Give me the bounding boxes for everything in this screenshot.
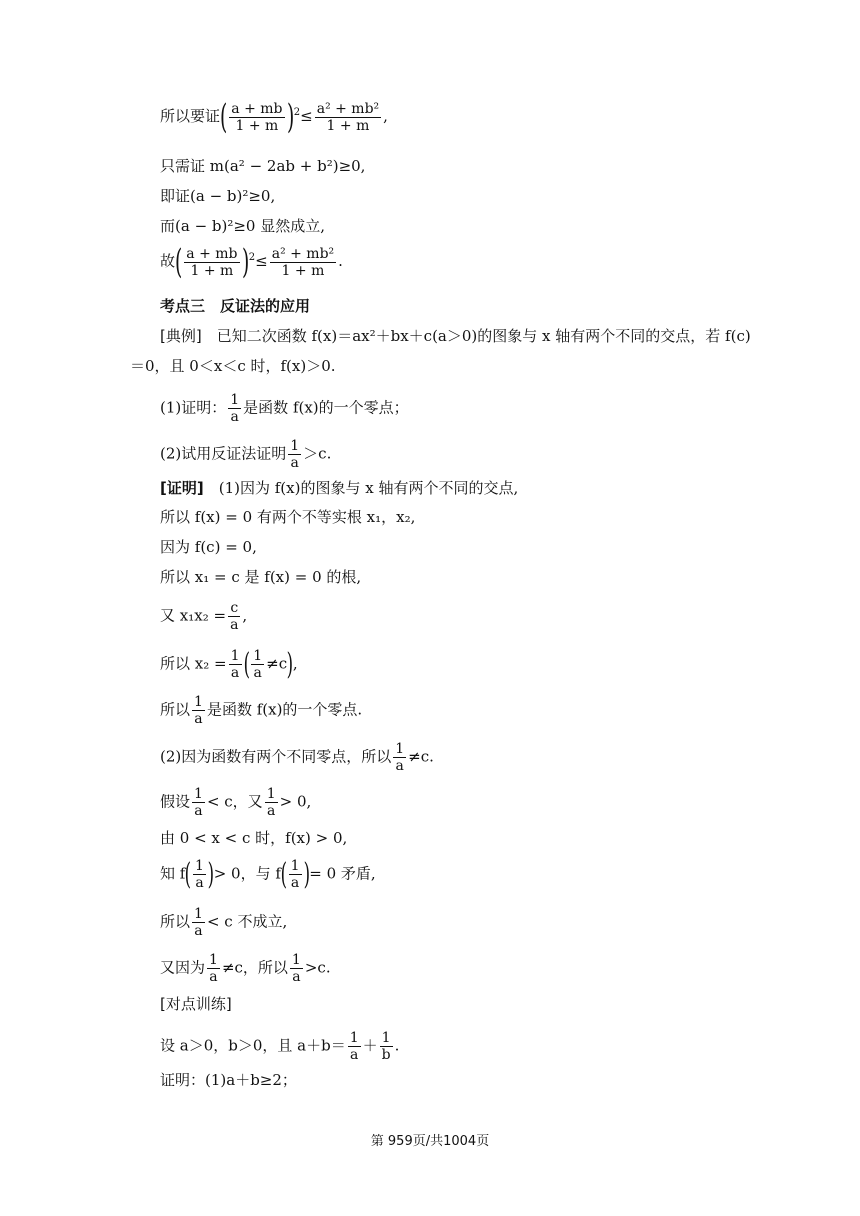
proof-line-2: 所以 f(x) = 0 有两个不等实根 x₁，x₂, [160,508,416,526]
example-line-1: [典例] 已知二次函数 f(x)＝ax²＋bx＋c(a＞0)的图象与 x 轴有两个不同的交点，若 f(c) [160,327,751,345]
fraction-1-over-a: $\frac{1}{a}$ [194,786,203,819]
fraction: $\frac{\text{a² + mb²}}{1 + m}$ [316,100,380,134]
question-1: (1)证明： $\frac{1}{a}$ 是函数 f(x)的一个零点； [160,392,409,425]
training-line-1: 设 a＞0，b＞0，且 a＋b＝ $\frac{1}{a}$ ＋ $\frac{1}{b}$ . [160,1030,400,1063]
left-paren: ( [280,856,287,892]
example-line-2: ＝0，且 0＜x＜c 时，f(x)＞0. [130,357,336,375]
fraction-1-over-a: $\frac{1}{a}$ [290,858,300,891]
part2-line-2: 假设 $\frac{1}{a}$ < c，又 $\frac{1}{a}$ > 0, [160,786,312,819]
right-paren: ) [286,646,294,682]
fraction-1-over-a: $\frac{1}{a}$ [194,906,203,939]
fraction-1-over-a: $\frac{1}{a}$ [194,694,203,727]
training-heading: [对点训练] [160,995,232,1013]
fraction-1-over-a: $\frac{1}{a}$ [290,438,300,471]
fraction-1-over-a: $\frac{1}{a}$ [395,741,405,774]
page-footer: 第 959页/共1004页 [370,1134,490,1149]
fraction: $\frac{a + mb}{1 + m}$ [231,100,283,134]
line-suoyi-yaozheng: 所以要证( $\frac{a + mb}{1 + m}$ )$^2$≤ $\frac{\text{a² + mb²}}{1 + m}$ , [160,97,388,137]
line-zhixu: 只需证 m(a² − 2ab + b²)≥0, [160,157,366,175]
fraction: $\frac{\text{a² + mb²}}{1 + m}$ [271,245,335,279]
left-paren: ( [243,646,250,682]
proof-line-3: 因为 f(c) = 0, [160,538,257,556]
training-line-2: 证明：(1)a＋b≥2； [160,1071,297,1089]
proof-line-7: 所以 $\frac{1}{a}$ 是函数 f(x)的一个零点. [160,694,363,727]
right-paren: ) [241,242,249,282]
fraction-1-over-a: $\frac{1}{a}$ [349,1030,359,1063]
fraction: $\frac{a + mb}{1 + m}$ [186,245,238,279]
proof-line-6: 所以 x₂ = $\frac{1}{a}$ ( $\frac{1}{a}$ ≠c), [160,646,298,682]
question-2: (2)试用反证法证明 $\frac{1}{a}$ ＞c. [160,438,332,471]
part2-line-6: 又因为 $\frac{1}{a}$ ≠c，所以 $\frac{1}{a}$ >c. [160,952,331,985]
fraction-1-over-a: $\frac{1}{a}$ [195,858,204,891]
line-jizheng: 即证(a − b)²≥0, [160,187,276,205]
part2-line-5: 所以 $\frac{1}{a}$ < c 不成立, [160,906,288,939]
line-erqie: 而(a − b)²≥0 显然成立, [160,217,326,235]
proof-line-5: 又 x₁x₂ = $\frac{c}{a}$ , [160,600,248,633]
right-paren: ) [303,856,310,892]
left-paren: ( [184,856,192,892]
section-heading: 考点三 反证法的应用 [160,297,311,315]
line-gu: 故( $\frac{a + mb}{1 + m}$ )$^2$≤ $\frac{\text{a² + mb²}}{1 + m}$ . [160,242,343,282]
left-paren: ( [220,97,228,137]
fraction-1-over-a: $\frac{1}{a}$ [230,648,240,681]
left-paren: ( [175,242,183,282]
proof-line-4: 所以 x₁ = c 是 f(x) = 0 的根, [160,568,362,586]
fraction-1-over-a: $\frac{1}{a}$ [253,648,263,681]
fraction-1-over-a: $\frac{1}{a}$ [230,392,240,425]
part2-line-3: 由 0 < x < c 时，f(x) > 0, [160,829,348,847]
fraction-1-over-a: $\frac{1}{a}$ [291,952,301,985]
part2-line-1: (2)因为函数有两个不同零点，所以 $\frac{1}{a}$ ≠c. [160,741,434,774]
fraction-1-over-a: $\frac{1}{a}$ [266,786,276,819]
fraction-c-over-a: $\frac{c}{a}$ [230,600,239,633]
right-paren: ) [286,97,294,137]
fraction-1-over-b: $\frac{1}{b}$ [381,1030,391,1063]
fraction-1-over-a: $\frac{1}{a}$ [209,952,218,985]
right-paren: ) [207,856,215,892]
proof-line-1: [证明] (1)因为 f(x)的图象与 x 轴有两个不同的交点, [160,479,519,497]
part2-line-4: 知 f( $\frac{1}{a}$ )> 0，与 f( $\frac{1}{a}$ )= 0 矛盾, [160,856,376,892]
